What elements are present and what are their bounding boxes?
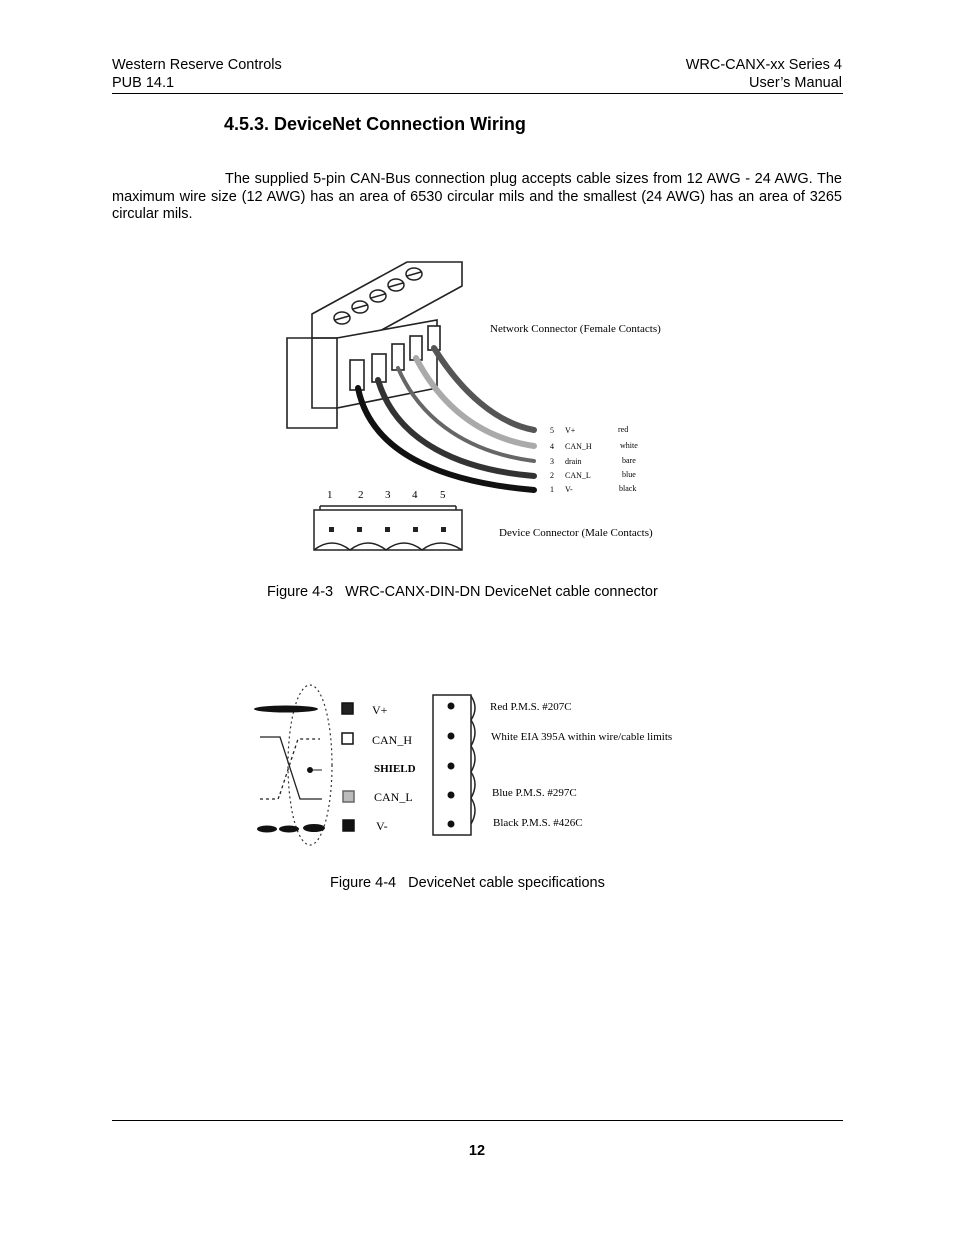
page-number: 12 bbox=[468, 1143, 486, 1159]
plug-side-face bbox=[287, 338, 337, 428]
pin-number: 1 bbox=[327, 489, 333, 501]
wire-color: blue bbox=[622, 470, 636, 479]
footer-rule bbox=[112, 1120, 843, 1121]
spec-label: Blue P.M.S. #297C bbox=[492, 787, 577, 799]
pin-number: 4 bbox=[412, 489, 418, 501]
header-company: Western Reserve Controls bbox=[112, 57, 282, 73]
signal-label: V- bbox=[376, 819, 388, 833]
wire-legend bbox=[550, 425, 638, 494]
section-paragraph: The supplied 5-pin CAN-Bus connection plug accepts cable sizes from 12 AWG - 24 AWG. The maximum wire size (12 AWG) has an area of 6530 circular mils and the smallest (24 AWG) has an area of 3265 circular mils. bbox=[112, 171, 842, 222]
swatch-red bbox=[342, 703, 353, 714]
twisted-pair bbox=[260, 737, 322, 799]
spec-label: Black P.M.S. #426C bbox=[493, 817, 583, 829]
pin-number: 3 bbox=[385, 489, 391, 501]
wire-color: white bbox=[620, 441, 638, 450]
wire-num: 5 bbox=[550, 426, 554, 435]
signal-label: CAN_L bbox=[374, 790, 413, 804]
figure-4-4-caption: Figure 4-4 DeviceNet cable specifications bbox=[330, 875, 605, 891]
wire-color: red bbox=[618, 425, 629, 434]
pin-number: 5 bbox=[440, 489, 446, 501]
wire-signal: V+ bbox=[565, 426, 576, 435]
swatch-blue bbox=[343, 791, 354, 802]
wire-num: 4 bbox=[550, 442, 554, 451]
signal-label: SHIELD bbox=[374, 763, 416, 775]
color-swatches bbox=[342, 703, 354, 831]
connector-diagram bbox=[272, 258, 684, 558]
swatch-black bbox=[343, 820, 354, 831]
figure-4-3-caption: Figure 4-3 WRC-CANX-DIN-DN DeviceNet cable connector bbox=[267, 584, 658, 600]
wire-red bbox=[434, 348, 534, 430]
spec-label: Red P.M.S. #207C bbox=[490, 701, 572, 713]
wire-signal: CAN_H bbox=[565, 442, 592, 451]
signal-label: V+ bbox=[372, 703, 388, 717]
network-connector-label: Network Connector (Female Contacts) bbox=[490, 323, 661, 335]
wire-num: 1 bbox=[550, 485, 554, 494]
swatch-white bbox=[342, 733, 353, 744]
wire-color: black bbox=[619, 484, 637, 493]
section-title: 4.5.3. DeviceNet Connection Wiring bbox=[224, 114, 526, 134]
wire-num: 2 bbox=[550, 471, 554, 480]
header-manual: User’s Manual bbox=[749, 75, 842, 91]
pin-number: 2 bbox=[358, 489, 364, 501]
wire-signal: drain bbox=[565, 457, 582, 466]
wire-signal: V- bbox=[565, 485, 573, 494]
header-pub: PUB 14.1 bbox=[112, 75, 175, 91]
device-connector-label: Device Connector (Male Contacts) bbox=[499, 527, 653, 539]
wire-signal: CAN_L bbox=[565, 471, 591, 480]
wire-num: 3 bbox=[550, 457, 554, 466]
wire-color: bare bbox=[622, 456, 636, 465]
header-product: WRC-CANX-xx Series 4 bbox=[685, 57, 842, 73]
header-rule bbox=[112, 93, 843, 94]
cable-spec-diagram bbox=[250, 684, 704, 850]
spec-label: White EIA 395A within wire/cable limits bbox=[491, 731, 673, 743]
signal-label: CAN_H bbox=[372, 733, 413, 747]
